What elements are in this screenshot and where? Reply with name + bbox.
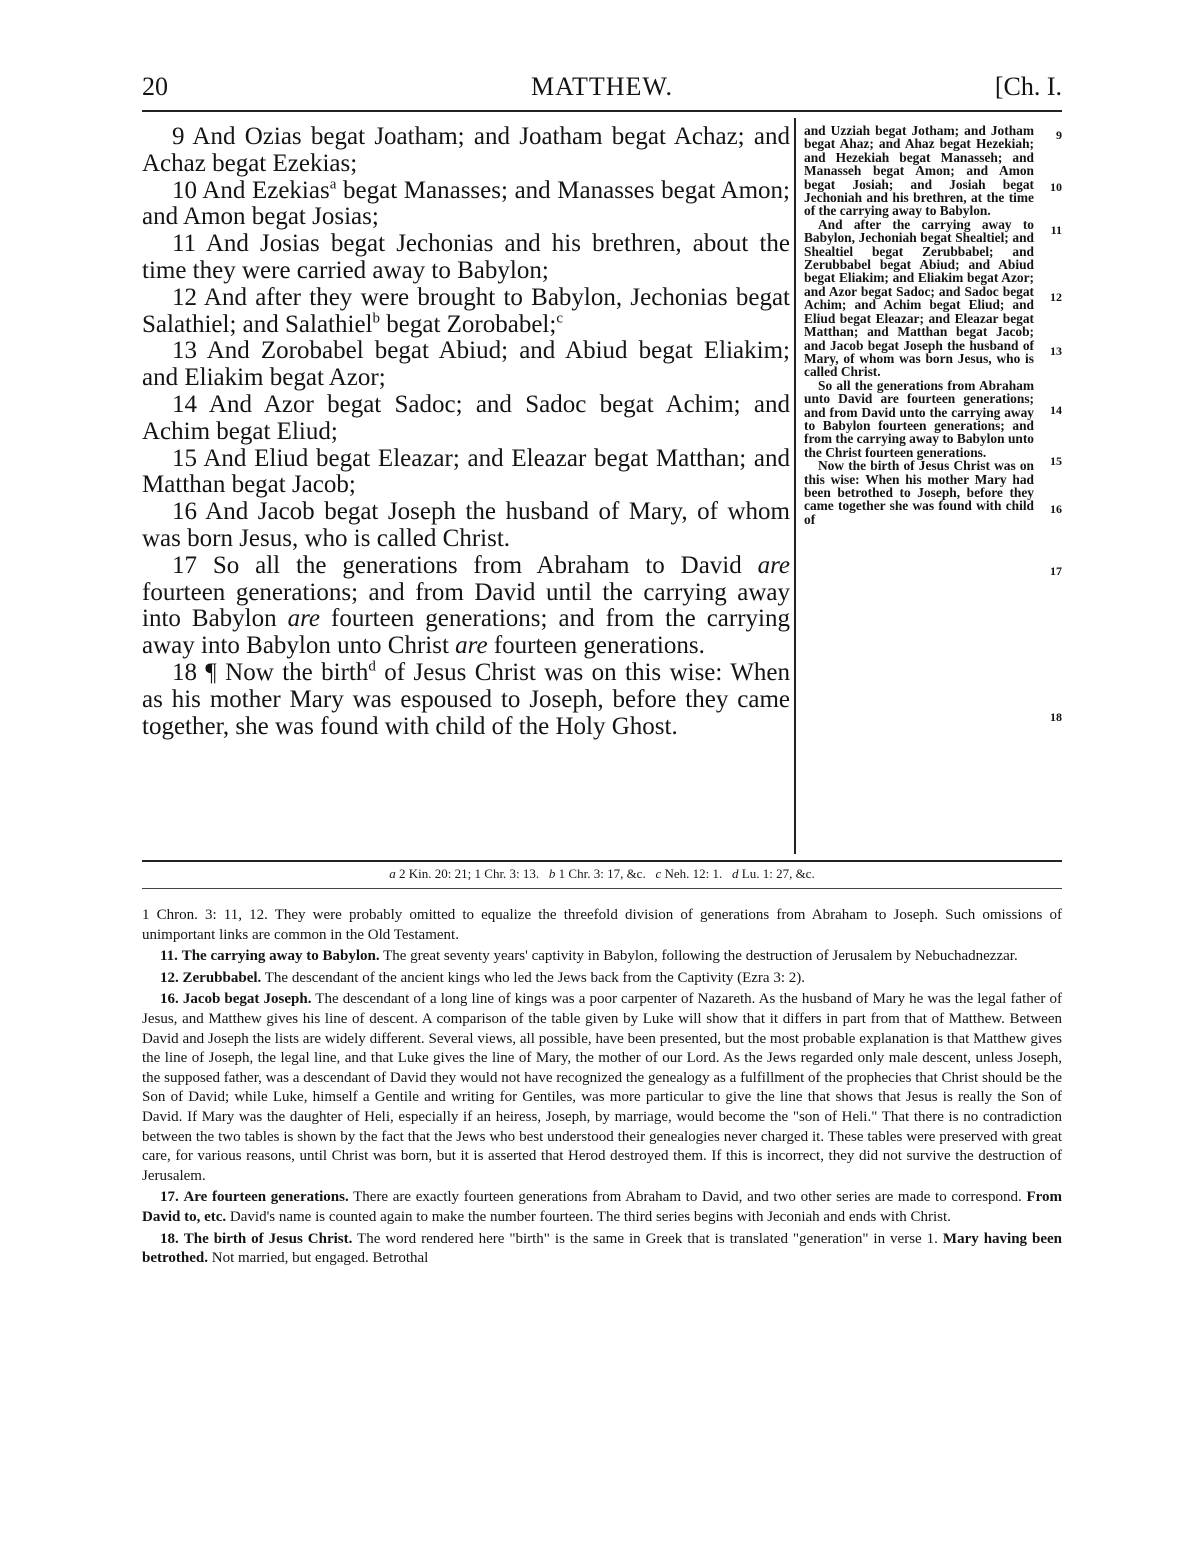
crossref-text: 1 Chr. 3: 17, &c.: [558, 866, 646, 881]
verse-11: 11 And Josias begat Jechonias and his brethren, about the time they were carried away to Babylon;: [142, 230, 790, 284]
verse-17: 17 So all the generations from Abraham to David are fourteen generations; and from David until the carrying away into Babylon are fourteen generations; and from the carrying away into Babylon unto Christ are fourteen generations.: [142, 551, 790, 660]
column-divider: [794, 118, 796, 854]
page-header: [142, 72, 1062, 112]
side-verse-number: 11: [1050, 223, 1062, 237]
side-verse-number: 16: [1050, 502, 1062, 516]
side-verse-number: 13: [1050, 344, 1062, 358]
revised-paragraph-1: and Uzziah begat Jotham; and Jotham begat Ahaz; and Ahaz begat Hezekiah; and Hezekiah begat Manasseh; and Manasseh begat Amon; and Amon begat Josiah; and Josiah begat Jechoniah and his brethren, at the time of the carrying away to Babylon.: [804, 124, 1034, 219]
revised-verse-numbers: [1036, 124, 1062, 824]
verse-13: 13 And Zorobabel begat Abiud; and Abiud begat Eliakim; and Eliakim begat Azor;: [142, 337, 790, 392]
verse-9: 9 And Ozias begat Joatham; and Joatham begat Achaz; and Achaz begat Ezekias;: [142, 124, 790, 177]
footnote-marker: b: [372, 310, 380, 327]
crossref-text: 2 Kin. 20: 21; 1 Chr. 3: 13.: [399, 866, 540, 881]
scripture-column: [142, 124, 790, 854]
verse-10: 10 And Ezekias$^a$ begat Manasses; and Manasses begat Amon; and Amon begat Josias;: [142, 176, 790, 231]
footnote-marker: c: [556, 310, 563, 327]
verse-14: 14 And Azor begat Sadoc; and Sadoc begat Achim; and Achim begat Eliud;: [142, 390, 790, 445]
commentary-section: [142, 906, 1062, 1546]
side-verse-number: 9: [1056, 128, 1062, 142]
page-number: 20: [142, 72, 168, 101]
verse-18: 18 ¶ Now the birth$^d$ of Jesus Christ was on this wise: When as his mother Mary was espoused to Joseph, before they came together, she was found with child of the Holy Ghost.: [142, 658, 790, 740]
commentary-note-16: 16. Jacob begat Joseph. The descendant of a long line of kings was a poor carpenter of Nazareth. As the husband of Mary he was the legal father of Jesus, and Matthew gives his line of descent. A comparison of the table given by Luke will show that it differs in part from that of Matthew. Between David and Joseph the lists are widely different. Several views, all possible, have been presented, but the most probable explanation is that Matthew gives the line of Joseph, the legal line, and that Luke gives the line of Mary, the mother of our Lord. As the Jews regarded only male descent, unless Joseph, the supposed father, was a descendant of David they would not have recognized the genealogy as a fulfillment of the prophecies that Christ should be the Son of David; while Luke, himself a Gentile and writing for Gentiles, was more particular to give the line that shows that Jesus is really the Son of David. If Mary was the daughter of Heli, especially if an heiress, Joseph, by marriage, would become the "son of Heli." That there is no contradiction between the two tables is shown by the fact that the Jews who best understood their genealogies never charged it. These tables were preserved with great care, for various reasons, until Christ was born, but it is asserted that Herod destroyed them. If this is incorrect, they did not survive the destruction of Jerusalem.: [142, 991, 1062, 1184]
side-verse-number: 10: [1050, 180, 1062, 194]
side-verse-number: 14: [1050, 403, 1062, 417]
revised-paragraph-3: So all the generations from Abraham unto David are fourteen generations; and from David unto the carrying away to Babylon fourteen generations; and from the carrying away to Babylon unto the Christ fourteen generations.: [804, 377, 1034, 460]
side-verse-number: 12: [1050, 290, 1062, 304]
crossref-text: Neh. 12: 1.: [664, 866, 723, 881]
side-verse-number: 15: [1050, 454, 1062, 468]
commentary-rule: [142, 888, 1062, 889]
crossref-letter: a: [389, 866, 396, 881]
side-verse-number: 18: [1050, 710, 1062, 724]
revised-paragraph-2: And after the carrying away to Babylon, Jechoniah begat Shealtiel; and Shealtiel begat Zerubbabel; and Zerubbabel begat Abiud; and Abiud begat Eliakim; and Eliakim begat Azor; and Azor begat Sadoc; and Sadoc begat Achim; and Achim begat Eliud; and Eliud begat Eleazar; and Eleazar begat Matthan; and Matthan begat Jacob; and Jacob begat Joseph the husband of Mary, of whom was born Jesus, who is called Christ.: [804, 216, 1034, 380]
commentary-continuation: 1 Chron. 3: 11, 12. They were probably omitted to equalize the threefold division of generations from Abraham to Joseph. Such omissions of unimportant links are common in the Old Testament.: [142, 907, 1062, 943]
commentary-note-12: 12. Zerubbabel. The descendant of the ancient kings who led the Jews back from the Captivity (Ezra 3: 2).: [160, 969, 805, 986]
running-title: MATTHEW.: [530, 72, 674, 101]
crossref-letter: c: [655, 866, 662, 881]
side-verse-number: 17: [1050, 564, 1062, 578]
verse-12: 12 And after they were brought to Babylon, Jechonias begat Salathiel; and Salathiel$^b$ begat Zorobabel;$^c$: [142, 283, 790, 338]
revised-version-column: [804, 124, 1062, 824]
crossref-letter: b: [548, 866, 556, 881]
crossref-letter: d: [732, 866, 739, 881]
commentary-note-11: 11. The carrying away to Babylon. The great seventy years' captivity in Babylon, following the destruction of Jerusalem by Nebuchadnezzar.: [160, 948, 1018, 965]
footnote-marker: d: [368, 658, 376, 675]
verse-15: 15 And Eliud begat Eleazar; and Eleazar begat Matthan; and Matthan begat Jacob;: [142, 444, 790, 499]
cross-references: [142, 866, 1062, 882]
header-rule: [142, 110, 1062, 112]
crossref-text: Lu. 1: 27, &c.: [741, 866, 815, 881]
chapter-label: [Ch. I.: [994, 72, 1062, 101]
commentary-note-17: 17. Are fourteen generations. There are exactly fourteen generations from Abraham to David, and two other series are made to correspond. From David to, etc. David's name is counted again to make the number fourteen. The third series begins with Jeconiah and ends with Christ.: [142, 1189, 1062, 1225]
revised-paragraph-4: Now the birth of Jesus Christ was on this wise: When his mother Mary had been betrothed to Joseph, before they came together she was found with child of: [804, 458, 1034, 527]
crossref-rule: [142, 860, 1062, 862]
commentary-note-18: 18. The birth of Jesus Christ. The word rendered here "birth" is the same in Greek that is translated "generation" in verse 1. Mary having been betrothed. Not married, but engaged. Betrothal: [142, 1230, 1062, 1267]
footnote-marker: a: [329, 176, 337, 193]
verse-16: 16 And Jacob begat Joseph the husband of Mary, of whom was born Jesus, who is called Christ.: [142, 498, 790, 552]
